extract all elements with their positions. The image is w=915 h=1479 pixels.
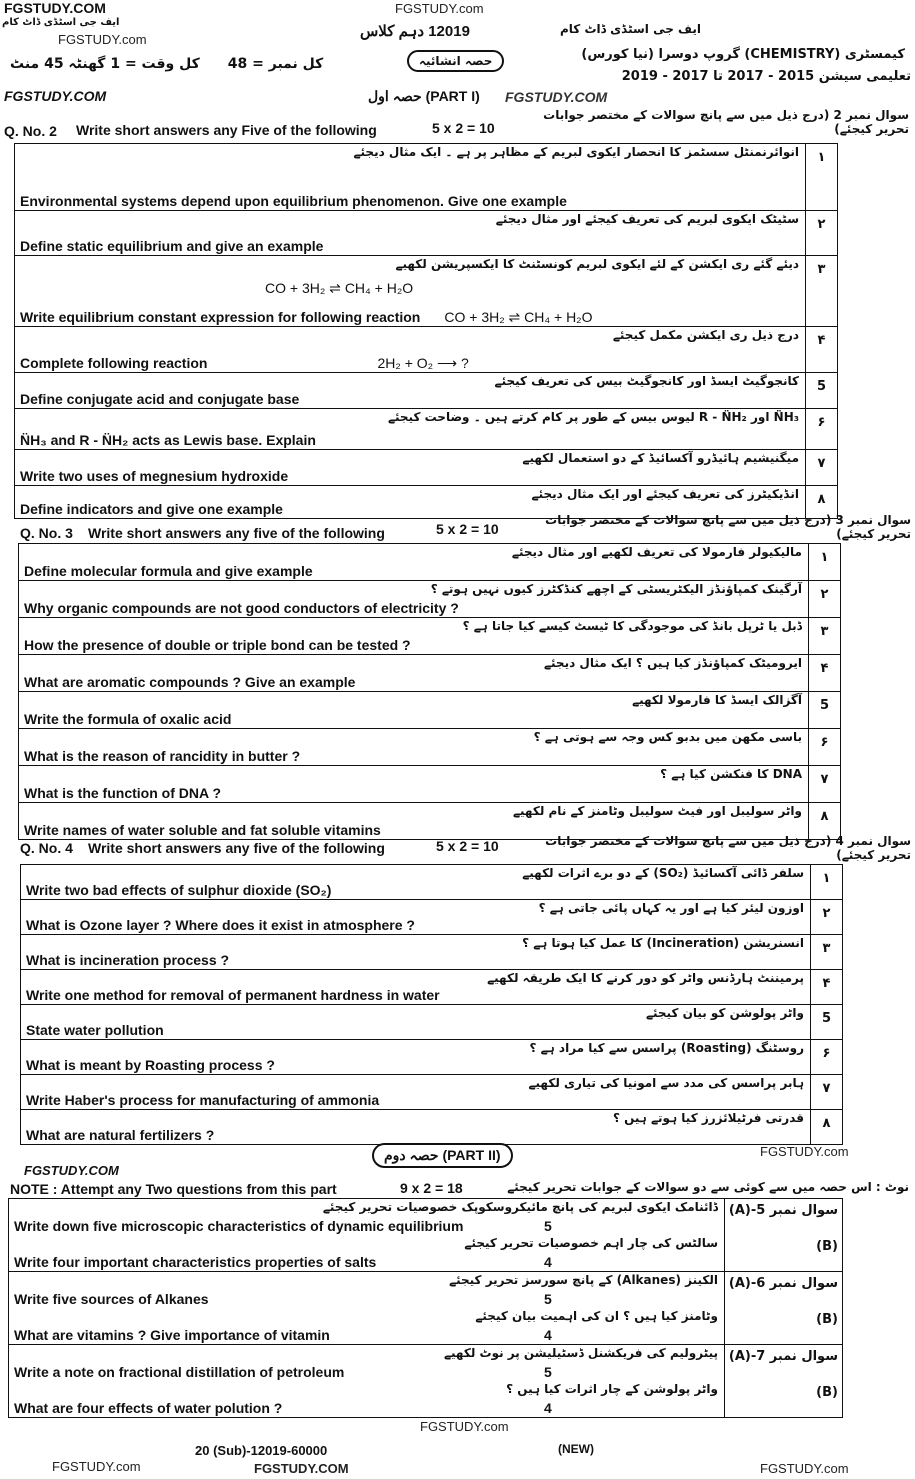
q3-urdu-instruction: سوال نمبر 3 (درج ذیل میں سے پانچ سوالات کے مختصر جوابات تحریر کیجئے)	[545, 513, 911, 541]
reaction-equation: CO + 3H₂ ⇌ CH₄ + H₂O	[444, 309, 593, 325]
table-row	[9, 1381, 843, 1418]
question-text-urdu: ایرومیٹک کمپاؤنڈز کیا ہیں ؟ ایک مثال دیجئے	[544, 656, 802, 670]
question-text-en: Define conjugate acid and conjugate base	[20, 391, 300, 407]
question-text-en: What are aromatic compounds ? Give an example	[24, 674, 356, 690]
question-text	[24, 748, 300, 764]
question-text-urdu: سٹیٹک ایکوی لبریم کی تعریف کیجئے اور مثال دیجئے	[495, 212, 799, 226]
question-text	[24, 600, 459, 616]
question-box	[15, 327, 805, 372]
table-row	[9, 1272, 843, 1309]
question-cell	[9, 1272, 725, 1309]
table-row	[15, 256, 838, 327]
question-text	[20, 193, 567, 209]
marks-time-row	[10, 56, 323, 72]
table-row	[15, 211, 838, 256]
table-row	[15, 373, 838, 409]
part-label: سوال نمبر 5-(A)	[728, 1203, 838, 1218]
question-cell	[19, 581, 809, 618]
watermark: FGSTUDY.com	[760, 1461, 849, 1476]
q4-table	[20, 864, 843, 1145]
question-text	[24, 785, 221, 801]
question-box	[21, 970, 810, 1004]
part-two-note: NOTE : Attempt any Two questions from this part	[10, 1181, 337, 1197]
table-row	[21, 970, 843, 1005]
question-cell	[21, 1075, 811, 1110]
question-box	[21, 900, 810, 934]
question-number: ۸	[806, 486, 838, 519]
question-text	[26, 987, 440, 1003]
question-text	[26, 952, 229, 968]
question-box	[21, 865, 810, 899]
question-box	[9, 1308, 724, 1344]
question-text-urdu: سلفر ڈائی آکسائیڈ (SO₂) کے دو برے اثرات لکھیے	[522, 866, 804, 880]
question-text-en: What is incineration process ?	[26, 952, 230, 968]
question-text-en: Write two bad effects of sulphur dioxide (SO₂)	[26, 882, 332, 898]
question-text-urdu: ہابر پراسس کی مدد سے امونیا کی تیاری لکھیے	[528, 1076, 804, 1090]
reaction-product: ?	[460, 355, 469, 371]
question-text-urdu: پیٹرولیم کی فریکشنل ڈسٹیلیشن پر نوٹ لکھیے	[444, 1346, 718, 1360]
question-text-en: Write names of water soluble and fat soluble vitamins	[24, 822, 381, 838]
part-label: (B)	[816, 1385, 838, 1400]
part-label: (B)	[816, 1312, 838, 1327]
question-box	[9, 1272, 724, 1308]
question-text	[20, 468, 288, 484]
question-text: What are vitamins ? Give importance of vitamin	[14, 1327, 330, 1343]
session: تعلیمی سیشن 2015 - 2017 تا 2017 - 2019	[621, 69, 911, 84]
question-text	[24, 563, 313, 579]
reaction-equation-top: CO + 3H₂ ⇌ CH₄ + H₂O	[265, 280, 414, 296]
question-text-urdu: ڈائنامک ایکوی لبریم کی پانچ مائیکروسکوپک خصوصیات تحریر کیجئے	[322, 1200, 718, 1214]
question-cell	[9, 1199, 725, 1236]
reaction-reactants: 2H₂ + O₂	[377, 355, 434, 371]
question-text-urdu: مالیکیولر فارمولا کی تعریف لکھیے اور مثال دیجئے	[511, 545, 802, 559]
question-cell	[19, 729, 809, 766]
part-label: سوال نمبر 6-(A)	[728, 1276, 838, 1291]
question-text-en: Write the formula of oxalic acid	[24, 711, 232, 727]
question-number: 5	[806, 373, 838, 409]
question-box	[21, 1075, 810, 1109]
subject: کیمسٹری (CHEMISTRY) گروپ دوسرا (نیا کورس)	[581, 47, 905, 62]
question-text	[24, 674, 355, 690]
question-cell	[21, 865, 811, 900]
question-text	[20, 238, 323, 254]
table-row	[21, 1005, 843, 1040]
question-box	[19, 729, 808, 765]
question-box	[19, 581, 808, 617]
question-text	[26, 1092, 379, 1108]
table-row	[9, 1235, 843, 1272]
question-number: ۳	[811, 935, 843, 970]
watermark: FGSTUDY.com	[58, 32, 147, 47]
table-row	[9, 1308, 843, 1345]
table-row	[19, 729, 841, 766]
q2-urdu-instruction: سوال نمبر 2 (درج ذیل میں سے پانچ سوالات کے مختصر جوابات تحریر کیجئے)	[543, 108, 909, 136]
watermark: FGSTUDY.COM	[4, 0, 106, 16]
watermark: FGSTUDY.COM	[24, 1163, 119, 1178]
part-one-title: (PART I) حصہ اول	[368, 88, 480, 104]
watermark: FGSTUDY.COM	[505, 89, 608, 105]
q4-urdu-instruction: سوال نمبر 4 (درج ذیل میں سے پانچ سوالات کے مختصر جوابات تحریر کیجئے)	[545, 834, 911, 862]
question-text-urdu: الکینز (Alkanes) کے پانچ سورسز تحریر کیجئے	[449, 1273, 718, 1287]
watermark: FGSTUDY.com	[760, 1144, 849, 1159]
question-text	[20, 391, 299, 407]
question-text-en: Environmental systems depend upon equilibrium phenomenon. Give one example	[20, 193, 567, 209]
q2-title: Q. No. 2	[4, 123, 57, 139]
question-text	[26, 1022, 164, 1038]
table-row	[19, 544, 841, 581]
question-text-urdu: سالٹس کی چار اہم خصوصیات تحریر کیجئے	[464, 1236, 718, 1250]
question-box	[15, 211, 805, 255]
question-text-urdu: ڈبل یا ٹرپل بانڈ کی موجودگی کا ٹیسٹ کیسے کیا جاتا ہے ؟	[462, 619, 802, 633]
q4-marks: 5 x 2 = 10	[436, 838, 499, 854]
q2-instruction: Write short answers any Five of the following	[76, 122, 377, 138]
question-marks: 5	[544, 1291, 552, 1307]
question-text-en: Define indicators and give one example	[20, 501, 283, 517]
reaction-right: CH₄ + H₂O	[524, 309, 593, 325]
question-label	[725, 1381, 843, 1418]
question-text-urdu: روسٹنگ (Roasting) پراسس سے کیا مراد ہے ؟	[529, 1041, 804, 1055]
question-cell	[19, 692, 809, 729]
table-row	[21, 935, 843, 970]
question-text-en: State water pollution	[26, 1022, 164, 1038]
question-text	[20, 355, 469, 371]
table-row	[15, 450, 838, 486]
question-text	[26, 1127, 214, 1143]
paper-code: 20 (Sub)-12019-60000	[195, 1443, 328, 1458]
question-box	[9, 1199, 724, 1235]
q2-marks: 5 x 2 = 10	[432, 120, 495, 136]
question-cell	[9, 1381, 725, 1418]
table-row	[19, 766, 841, 803]
table-row	[21, 1075, 843, 1110]
part-two-urdu-note: نوٹ : اس حصہ میں سے کوئی سے دو سوالات کے جوابات تحریر کیجئے	[507, 1180, 909, 1194]
question-cell	[15, 373, 806, 409]
question-box	[19, 692, 808, 728]
question-text: Write four important characteristics properties of salts	[14, 1254, 377, 1270]
watermark: FGSTUDY.com	[420, 1419, 509, 1434]
question-label	[725, 1272, 843, 1309]
question-text: Write five sources of Alkanes	[14, 1291, 209, 1307]
question-number: ۳	[806, 256, 838, 327]
question-box	[21, 1005, 810, 1039]
table-row	[19, 655, 841, 692]
question-box	[9, 1235, 724, 1271]
part-label: (B)	[816, 1239, 838, 1254]
question-cell	[15, 144, 806, 211]
question-box	[21, 1110, 810, 1144]
question-cell	[15, 256, 806, 327]
question-label	[725, 1345, 843, 1382]
question-number: ۴	[811, 970, 843, 1005]
question-number: ۴	[806, 327, 838, 373]
part-two-marks: 9 x 2 = 18	[400, 1180, 463, 1196]
question-text	[26, 882, 331, 898]
question-number: ۱	[806, 144, 838, 211]
question-text-urdu: واٹر پولوشن کے چار اثرات کیا ہیں ؟	[506, 1382, 718, 1396]
question-cell	[15, 409, 806, 450]
watermark: FGSTUDY.COM	[254, 1461, 349, 1476]
table-row	[19, 581, 841, 618]
question-marks: 4	[544, 1254, 552, 1270]
question-text-urdu: باسی مکھن میں بدبو کس وجہ سے ہوتی ہے ؟	[533, 730, 802, 744]
question-text-en: Why organic compounds are not good conductors of electricity ?	[24, 600, 459, 616]
question-text-en: Write Haber's process for manufacturing of ammonia	[26, 1092, 380, 1108]
question-text-urdu: کانجوگیٹ ایسڈ اور کانجوگیٹ بیس کی تعریف کیجئے	[494, 374, 799, 388]
question-cell	[9, 1308, 725, 1345]
table-row	[19, 618, 841, 655]
part-label: سوال نمبر 7-(A)	[728, 1349, 838, 1364]
question-text-en: Complete following reaction	[20, 355, 208, 371]
question-cell	[21, 1005, 811, 1040]
question-text-urdu: دیئے گئے ری ایکشن کے لئے ایکوی لبریم کونسٹنٹ کا ایکسپریشن لکھیے	[395, 257, 799, 271]
watermark: FGSTUDY.com	[52, 1459, 141, 1474]
question-number: ۲	[809, 581, 841, 618]
question-text-en: How the presence of double or triple bond can be tested ?	[24, 637, 411, 653]
question-text: Write a note on fractional distillation of petroleum	[14, 1364, 345, 1380]
question-box	[9, 1345, 724, 1381]
question-box	[21, 935, 810, 969]
q4-title: Q. No. 4	[20, 840, 73, 856]
question-cell	[19, 766, 809, 803]
question-number: 5	[811, 1005, 843, 1040]
watermark-urdu: ایف جی اسٹڈی ڈاٹ کام	[2, 17, 120, 28]
question-number: ۱	[811, 865, 843, 900]
question-number: ۶	[811, 1040, 843, 1075]
question-number: ۶	[809, 729, 841, 766]
q4-instruction: Write short answers any five of the following	[88, 840, 385, 856]
table-row	[21, 900, 843, 935]
question-text	[20, 432, 316, 448]
q2-table	[14, 143, 838, 519]
question-text-en: Write two uses of megnesium hydroxide	[20, 468, 289, 484]
question-label	[725, 1308, 843, 1345]
question-text-urdu: واٹر سولیبل اور فیٹ سولیبل وٹامنز کے نام لکھیے	[513, 804, 802, 818]
question-marks: 5	[544, 1218, 552, 1234]
question-text	[26, 1057, 275, 1073]
question-box	[19, 655, 808, 691]
question-text-urdu: میگنیشیم ہائیڈرو آکسائیڈ کے دو استعمال لکھیے	[522, 451, 799, 465]
question-box	[15, 144, 805, 210]
paper-type: حصہ انشائیہ	[407, 50, 504, 72]
question-text-urdu: آرگینک کمپاؤنڈز الیکٹریسٹی کے اچھے کنڈکٹرز کیوں نہیں ہوتے ؟	[430, 582, 802, 596]
question-cell	[21, 970, 811, 1005]
question-number: ۷	[809, 766, 841, 803]
question-text-en: N̈H₃ and R - N̈H₂ acts as Lewis base. Explain	[20, 432, 316, 448]
question-number: 5	[809, 692, 841, 729]
question-number: ۲	[811, 900, 843, 935]
question-text-urdu: انڈیکیٹرز کی تعریف کیجئے اور ایک مثال دیجئے	[531, 487, 799, 501]
table-row	[19, 692, 841, 729]
question-marks: 4	[544, 1400, 552, 1416]
question-number: ۶	[806, 409, 838, 450]
watermark: FGSTUDY.com	[395, 1, 484, 16]
question-box	[9, 1381, 724, 1417]
question-text-en: What are natural fertilizers ?	[26, 1127, 215, 1143]
part-two-title: (PART II) حصہ دوم	[372, 1143, 513, 1168]
reaction-equation: 2H₂ + O₂ ⟶ ?	[377, 355, 469, 371]
question-cell	[15, 450, 806, 486]
question-text-urdu: قدرتی فرٹیلائزرز کیا ہوتے ہیں ؟	[612, 1111, 804, 1125]
question-number: ۱	[809, 544, 841, 581]
q3-table	[18, 543, 841, 840]
question-text	[24, 822, 381, 838]
question-text-urdu: درج ذیل ری ایکشن مکمل کیجئے	[612, 328, 799, 342]
table-row	[21, 865, 843, 900]
question-label	[725, 1199, 843, 1236]
question-cell	[21, 935, 811, 970]
question-cell	[19, 655, 809, 692]
reaction-left: CO + 3H₂	[444, 309, 505, 325]
table-row	[21, 1110, 843, 1145]
question-text: What are four effects of water polution ?	[14, 1400, 283, 1416]
question-text	[24, 637, 411, 653]
q3-instruction: Write short answers any five of the following	[88, 525, 385, 541]
question-cell	[9, 1345, 725, 1382]
question-box	[15, 256, 805, 326]
question-box	[21, 1040, 810, 1074]
question-text-urdu: DNA کا فنکشن کیا ہے ؟	[660, 767, 802, 781]
question-cell	[19, 544, 809, 581]
question-text: Write down five microscopic characteristics of dynamic equilibrium	[14, 1218, 464, 1234]
question-text	[20, 309, 593, 325]
paper-tag: (NEW)	[558, 1442, 594, 1456]
question-box	[19, 544, 808, 580]
question-number: ۸	[811, 1110, 843, 1145]
question-text	[26, 917, 415, 933]
site-urdu: ایف جی اسٹڈی ڈاٹ کام	[560, 22, 701, 36]
question-text-en: What is Ozone layer ? Where does it exist in atmosphere ?	[26, 917, 415, 933]
question-cell	[15, 327, 806, 373]
question-text-urdu: وٹامنز کیا ہیں ؟ ان کی اہمیت بیان کیجئے	[475, 1309, 718, 1323]
question-number: ۷	[811, 1075, 843, 1110]
question-marks: 4	[544, 1327, 552, 1343]
question-text-urdu: انسنریشن (Incineration) کا عمل کیا ہوتا ہے ؟	[522, 936, 804, 950]
question-text-en: What is the reason of rancidity in butter ?	[24, 748, 301, 764]
question-box	[15, 373, 805, 408]
part-two-table	[8, 1198, 843, 1418]
table-row	[21, 1040, 843, 1075]
reaction-left: CO + 3H₂	[265, 280, 326, 296]
question-text-en: What is meant by Roasting process ?	[26, 1057, 275, 1073]
question-text-urdu: اوزون لیئر کیا ہے اور یہ کہاں پائی جاتی ہے ؟	[538, 901, 804, 915]
question-box	[19, 618, 808, 654]
reaction-right: CH₄ + H₂O	[344, 280, 414, 296]
question-number: ۲	[806, 211, 838, 256]
question-text-urdu: N̈H₃ اور R - N̈H₂ لیوس بیس کے طور پر کام کرتے ہیں ۔ وضاحت کیجئے	[387, 410, 799, 424]
question-marks: 5	[544, 1364, 552, 1380]
question-text-en: Define static equilibrium and give an example	[20, 238, 324, 254]
question-text-en: Define molecular formula and give example	[24, 563, 313, 579]
q3-title: Q. No. 3	[20, 525, 73, 541]
question-box	[15, 409, 805, 449]
question-box	[19, 766, 808, 802]
question-cell	[21, 1110, 811, 1145]
question-cell	[19, 618, 809, 655]
question-number: ۴	[809, 655, 841, 692]
question-number: ۷	[806, 450, 838, 486]
watermark: FGSTUDY.COM	[4, 88, 107, 104]
table-row	[15, 409, 838, 450]
total-marks: کل نمبر = 48	[227, 56, 324, 72]
question-label	[725, 1235, 843, 1272]
table-row	[15, 144, 838, 211]
question-cell	[21, 1040, 811, 1075]
question-cell	[15, 211, 806, 256]
table-row	[15, 327, 838, 373]
question-text	[20, 501, 283, 517]
table-row	[9, 1345, 843, 1382]
question-cell	[21, 900, 811, 935]
question-text-urdu: واٹر پولوشن کو بیان کیجئے	[645, 1006, 804, 1020]
question-text-en: What is the function of DNA ?	[24, 785, 222, 801]
time-allowed: کل وقت = 1 گھنٹہ 45 منٹ	[10, 56, 200, 72]
table-row	[9, 1199, 843, 1236]
question-cell	[9, 1235, 725, 1272]
class-line: 12019 دہم کلاس	[360, 23, 470, 40]
question-number: ۳	[809, 618, 841, 655]
question-text-urdu: انوائرنمنٹل سسٹمز کا انحصار ایکوی لبریم کے مظاہر پر ہے ۔ ایک مثال دیجئے	[353, 145, 799, 159]
question-text-urdu: آگزالک ایسڈ کا فارمولا لکھیے	[632, 693, 802, 707]
q3-marks: 5 x 2 = 10	[436, 521, 499, 537]
question-text-en: Write one method for removal of permanent hardness in water	[26, 987, 440, 1003]
question-number: ۸	[809, 803, 841, 840]
question-text	[24, 711, 231, 727]
question-box	[15, 450, 805, 485]
question-text-en: Write equilibrium constant expression for following reaction	[20, 309, 421, 325]
question-text-urdu: پرمیننٹ ہارڈنس واٹر کو دور کرنے کا ایک طریقہ لکھیے	[487, 971, 804, 985]
